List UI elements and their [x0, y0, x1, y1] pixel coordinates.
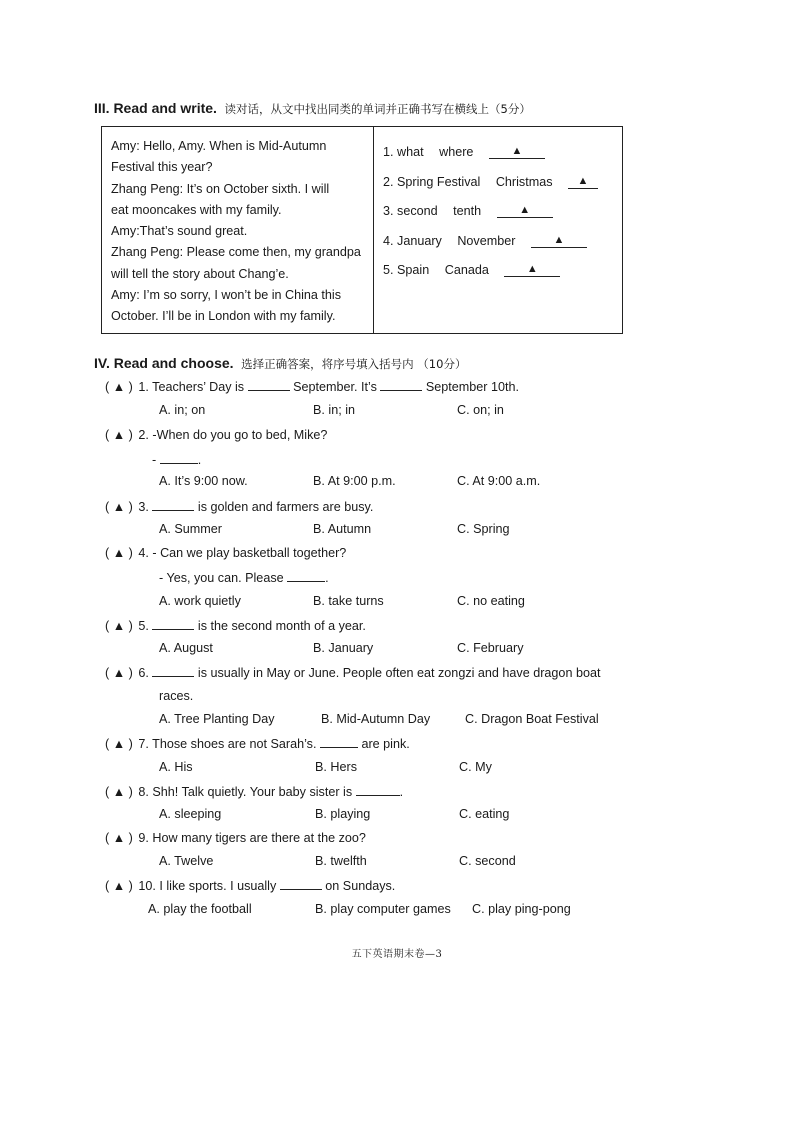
word-group-item	[383, 197, 622, 227]
word-group-item	[383, 256, 622, 286]
question-stem: .	[399, 785, 404, 799]
triangle-icon: ▲	[526, 263, 538, 276]
question-number: 7.	[138, 737, 149, 751]
dialog-line: Amy: Hello, Amy. When is Mid-Autumn	[111, 139, 327, 153]
question-stem: is usually in May or June. People often eat zongzi and have dragon boat	[197, 666, 601, 680]
option-b: B. Autumn	[313, 522, 372, 536]
item-word: Canada	[444, 263, 489, 278]
option-c: C. My	[459, 760, 492, 774]
question-7	[105, 736, 410, 751]
question-stem-continued: races.	[159, 689, 194, 703]
item-word: what	[397, 145, 424, 159]
question-9	[105, 831, 366, 845]
answer-blank[interactable]	[531, 232, 587, 248]
read-write-box	[101, 126, 623, 334]
fill-blank	[280, 878, 322, 890]
fill-blank	[152, 618, 194, 630]
answer-bracket[interactable]: ( ▲ )	[105, 737, 133, 751]
dialog-line: Amy: I’m so sorry, I won’t be in China this	[111, 288, 342, 303]
question-reply	[152, 452, 201, 467]
section-4-title: IV. Read and choose.	[94, 355, 234, 371]
page-footer: 五下英语期末卷—3	[351, 949, 443, 960]
fill-blank	[248, 379, 290, 391]
question-stem: September. It’s	[293, 380, 377, 394]
word-group-item	[383, 168, 622, 198]
reply-text: - Yes, you can. Please	[159, 571, 284, 585]
item-word: Spring Festival	[397, 174, 481, 189]
triangle-icon: ▲	[553, 233, 565, 246]
item-word: Christmas	[495, 174, 553, 189]
question-stem: - Can we play basketball together?	[152, 546, 347, 560]
option-b: B. take turns	[313, 594, 384, 608]
answer-bracket[interactable]: ( ▲ )	[105, 428, 133, 442]
triangle-icon: ▲	[519, 204, 531, 217]
reply-text: .	[197, 453, 202, 467]
triangle-icon: ▲	[112, 546, 126, 560]
answer-bracket[interactable]: ( ▲ )	[105, 831, 133, 845]
fill-blank	[356, 784, 400, 796]
dialog-passage	[102, 127, 374, 333]
answer-bracket[interactable]: ( ▲ )	[105, 619, 133, 633]
question-stem: September 10th.	[425, 380, 519, 394]
question-number: 6.	[138, 666, 149, 680]
question-stem: on Sundays.	[325, 879, 396, 893]
question-6	[105, 665, 600, 680]
answer-blank[interactable]	[489, 143, 545, 159]
option-c: C. second	[459, 854, 516, 868]
answer-blank[interactable]	[504, 261, 560, 277]
dialog-line: will tell the story about Chang’e.	[111, 266, 289, 281]
option-b: B. play computer games	[315, 902, 451, 916]
question-number: 4.	[138, 546, 149, 560]
option-b: B. Mid-Autumn Day	[321, 712, 431, 726]
answer-bracket[interactable]: ( ▲ )	[105, 879, 133, 893]
option-c: C. on; in	[457, 403, 504, 417]
question-2	[105, 428, 327, 442]
question-stem: Shh! Talk quietly. Your baby sister is	[152, 785, 353, 799]
question-5	[105, 618, 366, 633]
option-b: B. playing	[315, 807, 371, 821]
question-number: 3.	[138, 500, 149, 514]
option-a: A. His	[159, 760, 193, 774]
answer-bracket[interactable]: ( ▲ )	[105, 546, 133, 560]
option-c: C. February	[457, 641, 524, 655]
section-3-heading	[94, 100, 531, 117]
triangle-icon: ▲	[112, 737, 126, 751]
section-4-instruction: 选择正确答案，将序号填入括号内 （10分）	[241, 357, 467, 371]
dialog-line: Zhang Peng: Please come then, my grandpa	[111, 245, 361, 260]
section-3-instruction: 读对话，从文中找出同类的单词并正确书写在横线上（5分）	[224, 102, 531, 116]
option-c: C. play ping-pong	[472, 902, 571, 916]
option-a: A. work quietly	[159, 594, 241, 608]
dialog-line: Amy:That’s sound great.	[111, 224, 248, 239]
triangle-icon: ▲	[112, 619, 126, 633]
triangle-icon: ▲	[112, 666, 126, 680]
question-number: 5.	[138, 619, 149, 633]
section-4-heading	[94, 355, 466, 372]
item-word: tenth	[453, 204, 482, 219]
word-group-list	[374, 127, 622, 333]
option-b: B. in; in	[313, 403, 355, 417]
dialog-line: eat mooncakes with my family.	[111, 202, 282, 217]
question-stem: -When do you go to bed, Mike?	[152, 428, 328, 442]
item-word: January	[397, 233, 442, 248]
word-group-item	[383, 138, 622, 168]
option-c: C. eating	[459, 807, 510, 821]
option-a: A. Tree Planting Day	[159, 712, 275, 726]
fill-blank	[152, 499, 194, 511]
option-a: A. August	[159, 641, 213, 655]
item-number: 1.	[383, 145, 394, 159]
fill-blank	[380, 379, 422, 391]
item-word: Spain	[397, 263, 430, 278]
reply-text: .	[325, 571, 329, 585]
triangle-icon: ▲	[112, 380, 126, 394]
dialog-line: Festival this year?	[111, 160, 213, 175]
item-word: where	[439, 145, 474, 159]
option-b: B. twelfth	[315, 854, 367, 868]
question-stem: is golden and farmers are busy.	[197, 500, 374, 514]
option-b: B. January	[313, 641, 374, 655]
answer-bracket[interactable]: ( ▲ )	[105, 500, 133, 514]
option-a: A. play the football	[148, 902, 252, 916]
section-3-title: III. Read and write.	[94, 100, 217, 116]
answer-blank[interactable]	[568, 173, 598, 189]
question-3	[105, 499, 373, 514]
answer-bracket[interactable]: ( ▲ )	[105, 666, 133, 680]
triangle-icon: ▲	[112, 785, 126, 799]
answer-blank[interactable]	[497, 202, 553, 218]
item-number: 2.	[383, 174, 394, 189]
question-stem: are pink.	[361, 737, 410, 751]
option-a: A. Summer	[159, 522, 222, 536]
option-c: C. Dragon Boat Festival	[465, 712, 599, 726]
option-a: A. Twelve	[159, 854, 214, 868]
question-stem: How many tigers are there at the zoo?	[152, 831, 366, 845]
dialog-line: October. I’ll be in London with my family.	[111, 309, 336, 324]
fill-blank	[320, 736, 358, 748]
option-c: C. At 9:00 a.m.	[457, 474, 541, 488]
triangle-icon: ▲	[112, 831, 126, 845]
question-stem: Those shoes are not Sarah’s.	[152, 737, 317, 751]
option-a: A. in; on	[159, 403, 206, 417]
question-stem: is the second month of a year.	[197, 619, 366, 633]
item-number: 5.	[383, 263, 394, 278]
item-number: 3.	[383, 204, 394, 219]
option-b: B. Hers	[315, 760, 357, 774]
option-a: A. It’s 9:00 now.	[159, 474, 248, 488]
reply-text: -	[152, 453, 157, 467]
question-stem: I like sports. I usually	[159, 879, 277, 893]
answer-bracket[interactable]: ( ▲ )	[105, 785, 133, 799]
question-8	[105, 784, 403, 799]
option-c: C. no eating	[457, 594, 525, 608]
question-stem: Teachers’ Day is	[152, 380, 245, 394]
triangle-icon: ▲	[112, 879, 126, 893]
question-4	[105, 546, 346, 560]
option-a: A. sleeping	[159, 807, 222, 821]
triangle-icon: ▲	[577, 174, 589, 187]
dialog-line: Zhang Peng: It’s on October sixth. I will	[111, 181, 330, 196]
question-reply	[159, 570, 329, 585]
fill-blank	[160, 452, 198, 464]
question-number: 10.	[138, 879, 156, 893]
question-number: 8.	[138, 785, 149, 799]
question-10	[105, 878, 395, 893]
question-number: 9.	[138, 831, 149, 845]
word-group-item	[383, 227, 622, 257]
option-c: C. Spring	[457, 522, 510, 536]
option-b: B. At 9:00 p.m.	[313, 474, 396, 488]
fill-blank	[287, 570, 325, 582]
item-word: second	[397, 204, 438, 219]
question-1	[105, 379, 519, 394]
question-number: 1.	[138, 380, 149, 394]
item-word: November	[457, 233, 516, 248]
triangle-icon: ▲	[112, 500, 126, 514]
answer-bracket[interactable]: ( ▲ )	[105, 380, 133, 394]
fill-blank	[152, 665, 194, 677]
triangle-icon: ▲	[112, 428, 126, 442]
triangle-icon: ▲	[511, 145, 523, 157]
question-number: 2.	[138, 428, 149, 442]
item-number: 4.	[383, 233, 394, 248]
